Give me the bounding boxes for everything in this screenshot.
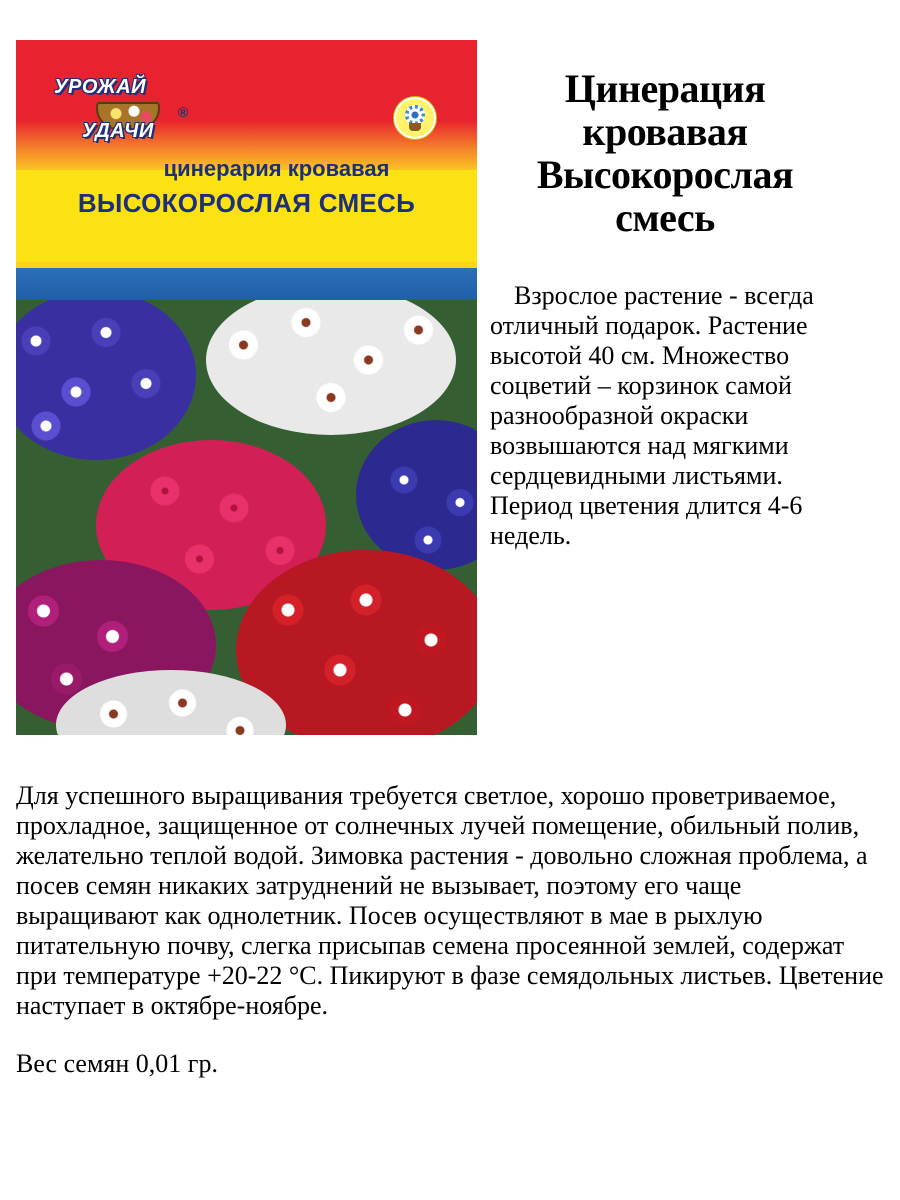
white-flower-cluster — [206, 300, 456, 435]
flower-pot-icon — [394, 97, 436, 139]
violet-flower-cluster — [356, 420, 477, 570]
blue-flower-cluster — [16, 300, 196, 460]
registered-mark: ® — [178, 104, 189, 120]
packet-blue-band — [16, 262, 477, 300]
growing-instructions: Для успешного выращивания требуется светлое, хорошо проветриваемое, прохладное, защищенное от солнечных лучей помещение, обильный полив, желательно теплой водой. Зимовка растения - довольно сложная проблема, а посев семян никаких затруднений не вызывает, поэтому его чаще выращивают как однолетник. Посев осуществляют в мае в рыхлую питательную почву, слегка присыпав семена просеянной землей, содержат при температуре +20-22 °С. Пикируют в фазе семядольных листьев. Цветение наступает в октябре-ноябре. — [16, 781, 884, 1020]
brand-line1: УРОЖАЙ — [54, 76, 147, 98]
packet-subtitle: цинерария кровавая — [163, 156, 390, 181]
brand-line2: УДАЧИ — [82, 120, 154, 142]
brand-logo — [46, 74, 189, 154]
seed-packet-image — [16, 40, 477, 735]
seed-weight: Вес семян 0,01 гр. — [16, 1049, 218, 1078]
page-title: Цинерация кровавая Высокорослая смесь — [536, 65, 794, 240]
intro-paragraph: Взрослое растение - всегда отличный подарок. Растение высотой 40 см. Множество соцветий – корзинок самой разнообразной окраски возвышаются над мягкими сердцевидными листьями. Период цветения длится 4-6 недель. — [490, 281, 814, 550]
packet-title: ВЫСОКОРОСЛАЯ СМЕСЬ — [77, 188, 416, 218]
flower-photo — [16, 300, 477, 735]
